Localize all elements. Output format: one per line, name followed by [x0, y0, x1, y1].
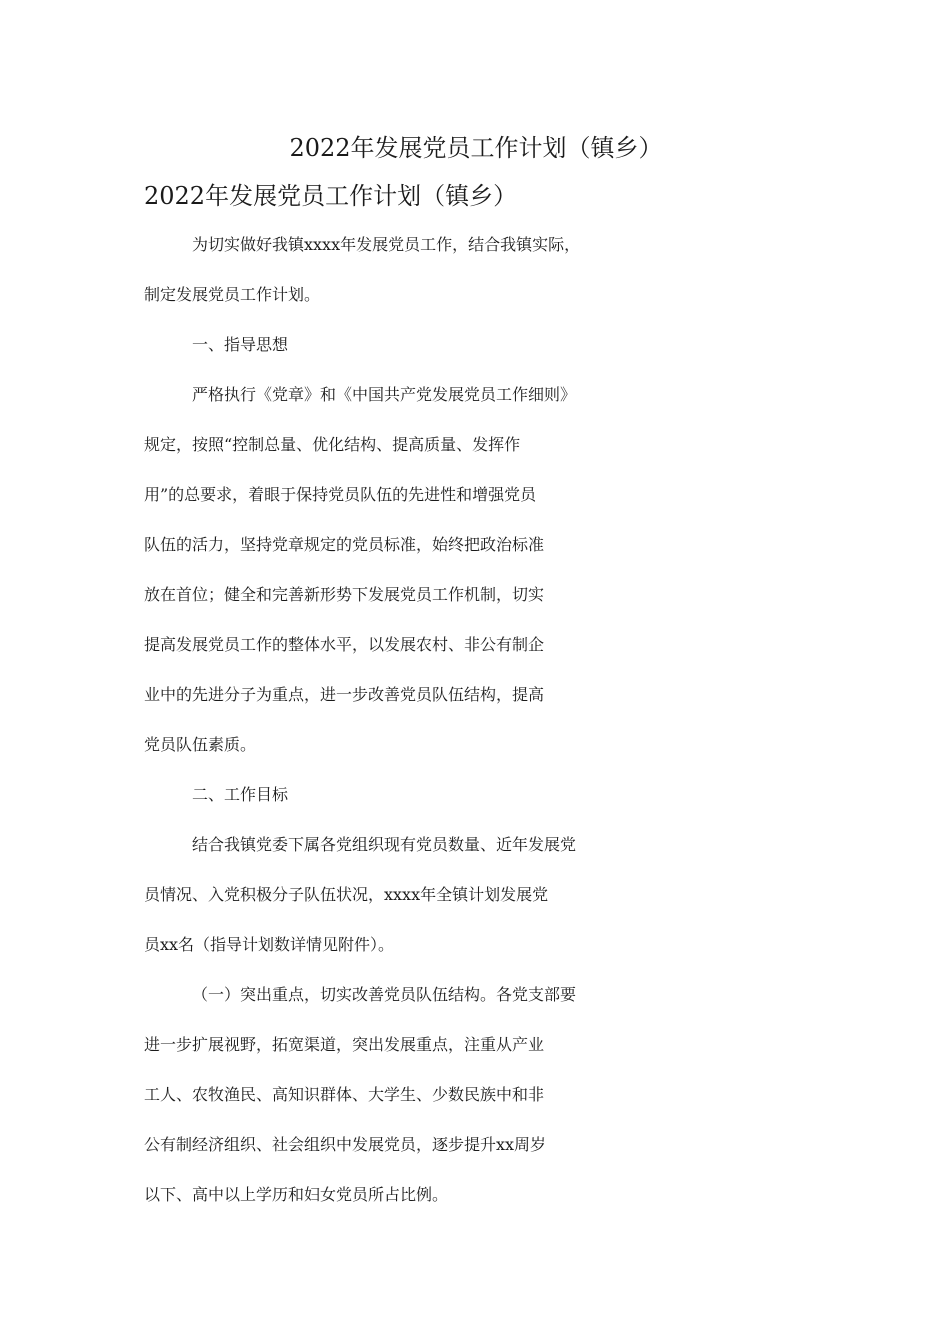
text-line: 党员队伍素质。	[144, 735, 257, 754]
paragraph-intro	[144, 220, 808, 320]
text-line: 员情况、入党积极分子队伍状况，xxxx年全镇计划发展党	[144, 885, 549, 904]
section-heading: 二、工作目标	[192, 785, 289, 804]
text-line: 提高发展党员工作的整体水平，以发展农村、非公有制企	[144, 635, 545, 654]
text-line: 用”的总要求，着眼于保持党员队伍的先进性和增强党员	[144, 485, 537, 504]
text-line: 公有制经济组织、社会组织中发展党员，逐步提升xx周岁	[144, 1135, 547, 1154]
text-line: 规定，按照“控制总量、优化结构、提高质量、发挥作	[144, 435, 521, 454]
text-line: 为切实做好我镇xxxx年发展党员工作，结合我镇实际，	[192, 235, 581, 254]
document-page	[144, 128, 808, 1220]
text-line: 业中的先进分子为重点，进一步改善党员队伍结构，提高	[144, 685, 545, 704]
document-title: 2022年发展党员工作计划（镇乡）	[289, 134, 663, 162]
text-line: 员xx名（指导计划数详情见附件）。	[144, 935, 395, 954]
text-line: 放在首位；健全和完善新形势下发展党员工作机制，切实	[144, 585, 545, 604]
text-line: 结合我镇党委下属各党组织现有党员数量、近年发展党	[192, 835, 577, 854]
document-subtitle: 2022年发展党员工作计划（镇乡）	[144, 182, 518, 210]
text-line: 以下、高中以上学历和妇女党员所占比例。	[144, 1185, 449, 1204]
text-line: 工人、农牧渔民、高知识群体、大学生、少数民族中和非	[144, 1085, 545, 1104]
paragraph-guiding-thought	[144, 370, 808, 770]
text-line: 制定发展党员工作计划。	[144, 285, 321, 304]
text-line: 队伍的活力，坚持党章规定的党员标准，始终把政治标准	[144, 535, 545, 554]
text-line: 严格执行《党章》和《中国共产党发展党员工作细则》	[192, 385, 577, 404]
section-heading: 一、指导思想	[192, 335, 289, 354]
paragraph-item-one	[144, 970, 808, 1220]
paragraph-work-goals	[144, 820, 808, 970]
section-heading-guiding-thought	[144, 320, 808, 370]
text-line: （一）突出重点，切实改善党员队伍结构。各党支部要	[192, 985, 577, 1004]
text-line: 进一步扩展视野，拓宽渠道，突出发展重点，注重从产业	[144, 1035, 545, 1054]
section-heading-work-goals	[144, 770, 808, 820]
